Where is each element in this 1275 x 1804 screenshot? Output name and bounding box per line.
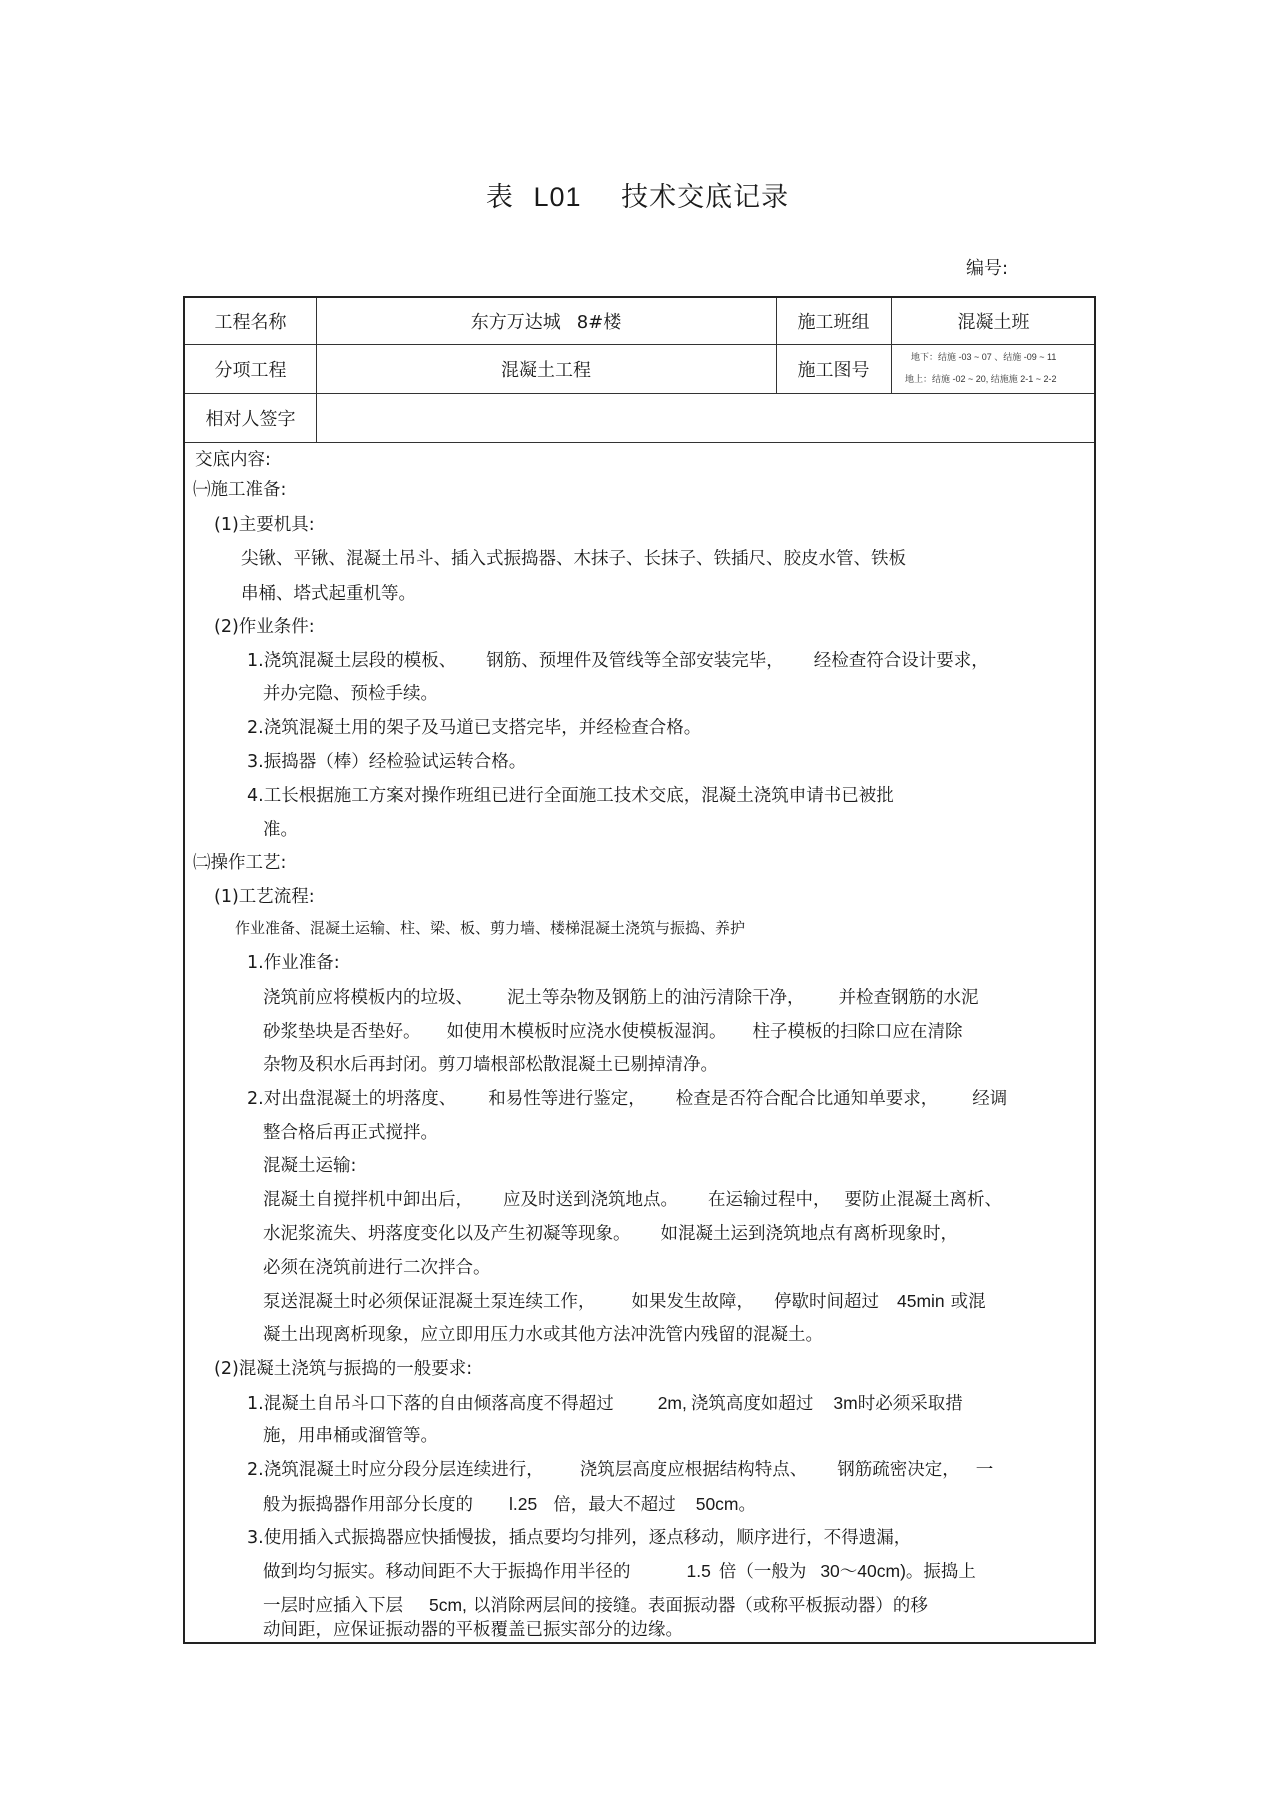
text-line (263, 1493, 756, 1516)
text-span: 1.5 (686, 1561, 711, 1581)
disclosure-sheet (183, 296, 1096, 1644)
project-name-value (316, 298, 776, 344)
text-span: 和易性等进行鉴定， (488, 1089, 646, 1109)
text-span: 在运输过程中， (708, 1190, 831, 1210)
text-span: 5cm, (429, 1595, 467, 1615)
text-span: 1.浇筑混凝土层段的模板、 (247, 651, 457, 671)
text-line: 杂物及积水后再封闭。剪刀墙根部松散混凝土已剔掉清净。 (263, 1055, 718, 1075)
text-line: 施，用串桶或溜管等。 (263, 1426, 438, 1446)
text-span: 一层时应插入下层 (263, 1596, 403, 1616)
text-span: 浇筑层高度应根据结构特点、 (579, 1460, 808, 1480)
text-line (247, 1459, 993, 1481)
text-span: 应及时送到浇筑地点。 (503, 1190, 678, 1210)
text-span: 砂浆垫块是否垫好。 (263, 1022, 421, 1042)
team-value: 混凝土班 (957, 312, 1030, 333)
project-building-text: 8#楼 (576, 312, 622, 333)
text-line (247, 1392, 963, 1415)
subsection-heading: (2)混凝土浇筑与振捣的一般要求: (214, 1359, 473, 1379)
text-span: 一 (975, 1460, 994, 1480)
text-line: 动间距，应保证振动器的平板覆盖已振实部分的边缘。 (263, 1620, 683, 1640)
text-span: 泵送混凝土时必须保证混凝土泵连续工作， (263, 1292, 596, 1312)
text-span: 倍，最大不超过 (553, 1495, 676, 1515)
text-span: 浇筑前应将模板内的垃圾、 (263, 988, 473, 1008)
text-line: 串桶、塔式起重机等。 (241, 584, 416, 604)
title-prefix: 表 (485, 182, 514, 213)
text-span: l.25 (509, 1494, 538, 1514)
text-line: 3.振捣器（棒）经检验试运转合格。 (247, 752, 527, 772)
text-span: 如使用木模板时应浇水使模板湿润。 (446, 1022, 727, 1042)
text-span: 浇筑高度如超过 (690, 1394, 814, 1414)
text-line: 2.浇筑混凝土用的架子及马道已支搭完毕，并经检查合格。 (247, 718, 702, 738)
text-line (263, 1223, 958, 1245)
project-name-label: 工程名称 (214, 312, 287, 333)
document-title (0, 175, 1275, 214)
text-span: 泥土等杂物及钢筋上的油污清除干净， (507, 988, 805, 1008)
text-line: 1.作业准备: (247, 953, 340, 973)
text-span: 3m (833, 1393, 858, 1413)
row-divider (185, 442, 1094, 443)
text-line (247, 650, 989, 672)
text-span: 2m, (657, 1393, 687, 1413)
text-span: 做到均匀振实。移动间距不大于振捣作用半径的 (263, 1562, 631, 1582)
text-span: 2.对出盘混凝土的坍落度、 (247, 1089, 457, 1109)
text-span: 以消除两层间的接缝。表面振动器（或称平板振动器）的移 (472, 1596, 928, 1616)
content-heading: 交底内容: (195, 450, 271, 470)
subsection-heading: (1)主要机具: (214, 515, 315, 535)
team-label: 施工班组 (797, 312, 870, 333)
text-line (263, 1021, 963, 1043)
text-line: 并办完隐、预检手续。 (263, 684, 438, 704)
title-code: L01 (533, 182, 582, 212)
text-span: 1.混凝土自吊斗口下落的自由倾落高度不得超过 (247, 1394, 614, 1414)
text-line: 准。 (263, 820, 298, 840)
text-line: 混凝土运输: (263, 1156, 357, 1176)
text-line (263, 1189, 1002, 1211)
text-span: 30～40cm) (820, 1561, 906, 1581)
drawing-number-label: 施工图号 (797, 359, 870, 381)
subitem-value: 混凝土工程 (501, 359, 591, 381)
text-span: 或混 (950, 1292, 986, 1312)
text-line: 尖锹、平锹、混凝土吊斗、插入式振捣器、木抹子、长抹子、铁插尺、胶皮水管、铁板 (241, 549, 906, 569)
text-span: 要防止混凝土离析、 (844, 1190, 1002, 1210)
text-span: 检查是否符合配合比通知单要求， (675, 1089, 939, 1109)
text-line: 必须在浇筑前进行二次拌合。 (263, 1258, 491, 1278)
section-heading: ㈡操作工艺: (193, 853, 287, 873)
process-flow: 作业准备、混凝土运输、柱、梁、板、剪力墙、楼梯混凝土浇筑与振捣、养护 (235, 919, 746, 937)
text-span: 并检查钢筋的水泥 (838, 988, 979, 1008)
text-span: 钢筋、预埋件及管线等全部安装完毕， (486, 651, 784, 671)
text-line (263, 1594, 928, 1617)
project-name-text: 东方万达城 (470, 312, 561, 333)
text-span: 45min (897, 1291, 945, 1311)
text-span: 柱子模板的扫除口应在清除 (752, 1022, 963, 1042)
text-span: 50cm。 (695, 1494, 757, 1514)
text-line (263, 987, 979, 1009)
text-line: 4.工长根据施工方案对操作班组已进行全面施工技术交底，混凝土浇筑申请书已被批 (247, 786, 894, 806)
text-line (263, 1290, 986, 1313)
text-span: 停歇时间超过 (774, 1292, 879, 1312)
subsection-heading: (1)工艺流程: (214, 887, 315, 907)
text-line (263, 1560, 976, 1583)
text-span: 如果发生故障， (631, 1292, 754, 1312)
title-main: 技术交底记录 (621, 182, 790, 213)
text-span: 时必须采取措 (857, 1394, 963, 1414)
text-span: 。振捣上 (905, 1562, 976, 1582)
text-span: 经检查符合设计要求， (813, 651, 989, 671)
text-line: 整合格后再正式搅拌。 (263, 1123, 438, 1143)
text-span: 如混凝土运到浇筑地点有离析现象时， (660, 1224, 958, 1244)
signer-value (316, 393, 1096, 442)
text-span: 经调 (972, 1089, 1008, 1109)
text-span: 钢筋疏密决定， (837, 1460, 960, 1480)
subitem-label: 分项工程 (214, 359, 287, 381)
text-line: 3.使用插入式振捣器应快插慢拔，插点要均匀排列，逐点移动，顺序进行，不得遗漏， (247, 1528, 912, 1548)
serial-number-label: 编号: (966, 258, 1009, 279)
text-span: 水泥浆流失、坍落度变化以及产生初凝等现象。 (263, 1224, 631, 1244)
drawing-number-line-1: 地下：结施 -03 ~ 07 、结施 -09 ~ 11 (911, 352, 1057, 362)
section-heading: ㈠施工准备: (193, 480, 287, 500)
text-line: 凝土出现离析现象，应立即用压力水或其他方法冲洗管内残留的混凝土。 (263, 1325, 823, 1345)
signer-label: 相对人签字 (205, 408, 296, 430)
text-span: 般为振捣器作用部分长度的 (263, 1495, 473, 1515)
drawing-number-line-2: 地上：结施 -02 ~ 20, 结施施 2-1 ~ 2-2 (905, 374, 1057, 384)
text-span: 2.浇筑混凝土时应分段分层连续进行， (247, 1460, 544, 1480)
text-span: 混凝土自搅拌机中卸出后， (263, 1190, 473, 1210)
text-span: 倍（一般为 (718, 1562, 807, 1582)
subsection-heading: (2)作业条件: (214, 617, 315, 637)
text-line (247, 1088, 1007, 1110)
